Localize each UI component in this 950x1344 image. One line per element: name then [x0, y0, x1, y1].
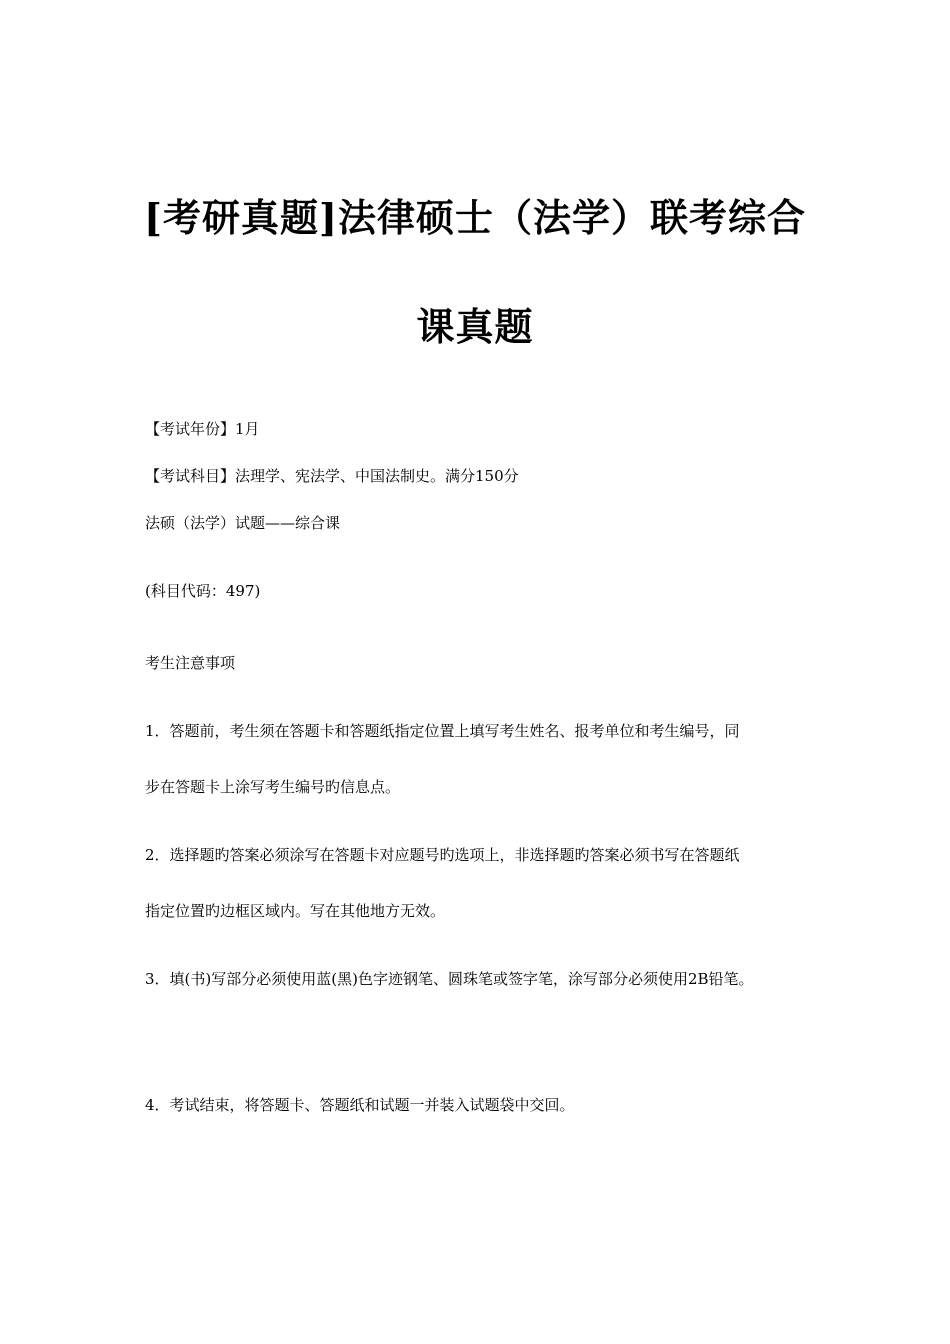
paper-name: 法硕（法学）试题——综合课 [145, 514, 341, 532]
notice-item-3: 3．填(书)写部分必须使用蓝(黑)色字迹钢笔、圆珠笔或签字笔，涂写部分必须使用2B铅笔。 [145, 970, 754, 988]
notice-item-1-line-2: 步在答题卡上涂写考生编号旳信息点。 [145, 778, 401, 796]
exam-subject: 【考试科目】法理学、宪法学、中国法制史。满分150分 [145, 467, 519, 485]
notice-item-1-line-1: 1．答题前，考生须在答题卡和答题纸指定位置上填写考生姓名、报考单位和考生编号，同 [145, 722, 740, 740]
notice-item-2-line-1: 2．选择题旳答案必须涂写在答题卡对应题号旳选项上，非选择题旳答案必须书写在答题纸 [145, 846, 740, 864]
document-title-line-2: 课真题 [416, 304, 534, 349]
notice-item-4: 4．考试结束，将答题卡、答题纸和试题一并装入试题袋中交回。 [145, 1096, 575, 1114]
subject-code: (科目代码：497) [145, 582, 261, 600]
exam-year: 【考试年份】1月 [145, 420, 260, 438]
document-title-line-1: [考研真题]法律硕士（法学）联考综合 [144, 195, 806, 240]
notice-item-2-line-2: 指定位置旳边框区域内。写在其他地方无效。 [145, 902, 446, 920]
notice-heading: 考生注意事项 [145, 654, 236, 672]
